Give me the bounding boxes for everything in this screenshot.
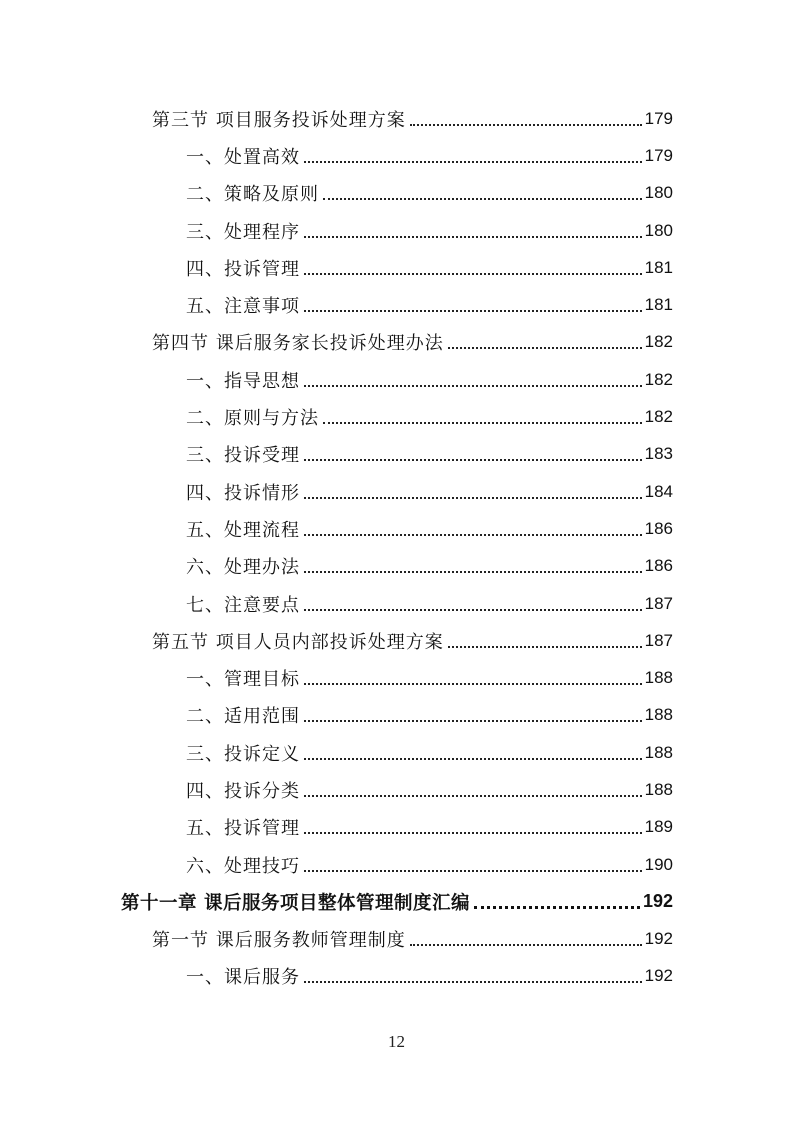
- toc-entry-title: 第十一章 课后服务项目整体管理制度汇编: [121, 892, 470, 914]
- toc-entry-title: 六、处理办法: [186, 557, 300, 579]
- toc-entry-title: 五、投诉管理: [186, 818, 300, 840]
- toc-entry-item[interactable]: [0, 175, 793, 212]
- toc-entry-page: 183: [644, 444, 673, 464]
- toc-entry-page: 192: [644, 966, 673, 986]
- toc-entry-title: 四、投诉情形: [186, 482, 300, 504]
- toc-entry-item[interactable]: [0, 734, 793, 771]
- toc-entry-page: 180: [644, 183, 673, 203]
- toc-entry-title: 四、投诉管理: [186, 258, 300, 280]
- toc-entry-title: 第四节 课后服务家长投诉处理办法: [152, 333, 444, 355]
- toc-dot-leader: [304, 817, 642, 837]
- toc-entry-title: 三、处理程序: [186, 221, 300, 243]
- toc-entry-item[interactable]: [0, 286, 793, 323]
- toc-dot-leader: [304, 519, 642, 539]
- toc-entry-title: 第五节 项目人员内部投诉处理方案: [152, 631, 444, 653]
- toc-entry-title: 一、课后服务: [186, 967, 300, 989]
- toc-entry-item[interactable]: [0, 846, 793, 883]
- toc-entry-item[interactable]: [0, 958, 793, 995]
- toc-entry-item[interactable]: [0, 697, 793, 734]
- toc-entry-item[interactable]: [0, 436, 793, 473]
- toc-entry-page: 181: [644, 295, 673, 315]
- toc-entry-item[interactable]: [0, 361, 793, 398]
- toc-entry-page: 188: [644, 779, 673, 799]
- toc-entry-page: 182: [644, 369, 673, 389]
- toc-entry-page: 190: [644, 854, 673, 874]
- table-of-contents: [0, 100, 793, 995]
- toc-entry-item[interactable]: [0, 809, 793, 846]
- toc-entry-item[interactable]: [0, 137, 793, 174]
- toc-entry-item[interactable]: [0, 585, 793, 622]
- toc-entry-section[interactable]: [0, 921, 793, 958]
- toc-entry-item[interactable]: [0, 249, 793, 286]
- toc-entry-page: 179: [644, 108, 673, 128]
- toc-entry-title: 一、指导思想: [186, 370, 300, 392]
- toc-entry-title: 六、处理技巧: [186, 855, 300, 877]
- toc-entry-title: 四、投诉分类: [186, 780, 300, 802]
- toc-entry-page: 187: [644, 593, 673, 613]
- toc-entry-page: 192: [644, 929, 673, 949]
- toc-entry-page: 184: [644, 481, 673, 501]
- toc-dot-leader: [304, 221, 642, 241]
- toc-entry-page: 181: [644, 257, 673, 277]
- toc-entry-title: 七、注意要点: [186, 594, 300, 616]
- toc-entry-title: 三、投诉受理: [186, 445, 300, 467]
- toc-dot-leader: [304, 146, 642, 166]
- toc-entry-page: 179: [644, 145, 673, 165]
- toc-entry-title: 一、管理目标: [186, 669, 300, 691]
- toc-entry-title: 五、注意事项: [186, 296, 300, 318]
- toc-entry-page: 180: [644, 220, 673, 240]
- toc-entry-title: 一、处置高效: [186, 146, 300, 168]
- toc-entry-title: 二、策略及原则: [186, 184, 319, 206]
- toc-dot-leader: [304, 258, 642, 278]
- toc-dot-leader: [304, 780, 642, 800]
- toc-dot-leader: [304, 370, 642, 390]
- toc-entry-page: 182: [644, 407, 673, 427]
- toc-dot-leader: [304, 668, 642, 688]
- toc-entry-item[interactable]: [0, 548, 793, 585]
- toc-dot-leader: [304, 855, 642, 875]
- toc-entry-page: 186: [644, 556, 673, 576]
- toc-dot-leader: [304, 556, 642, 576]
- toc-entry-item[interactable]: [0, 212, 793, 249]
- toc-entry-title: 三、投诉定义: [186, 743, 300, 765]
- toc-entry-item[interactable]: [0, 510, 793, 547]
- toc-entry-page: 188: [644, 705, 673, 725]
- toc-entry-item[interactable]: [0, 473, 793, 510]
- toc-dot-leader: [304, 482, 642, 502]
- toc-dot-leader: [410, 929, 642, 949]
- toc-dot-leader: [410, 109, 642, 129]
- toc-entry-title: 第一节 课后服务教师管理制度: [152, 930, 406, 952]
- toc-entry-page: 188: [644, 668, 673, 688]
- toc-entry-section[interactable]: [0, 622, 793, 659]
- page-number: 12: [388, 1032, 405, 1051]
- toc-entry-item[interactable]: [0, 771, 793, 808]
- toc-dot-leader: [304, 743, 642, 763]
- toc-entry-title: 第三节 项目服务投诉处理方案: [152, 109, 406, 131]
- toc-dot-leader: [474, 892, 640, 912]
- toc-entry-page: 189: [644, 817, 673, 837]
- toc-entry-page: 188: [644, 742, 673, 762]
- toc-dot-leader: [304, 295, 642, 315]
- toc-entry-section[interactable]: [0, 324, 793, 361]
- toc-entry-page: 182: [644, 332, 673, 352]
- toc-entry-item[interactable]: [0, 659, 793, 696]
- toc-dot-leader: [323, 407, 642, 427]
- toc-entry-page: 187: [644, 630, 673, 650]
- toc-entry-title: 二、适用范围: [186, 706, 300, 728]
- toc-dot-leader: [323, 183, 642, 203]
- toc-entry-page: 192: [642, 891, 673, 912]
- toc-dot-leader: [448, 332, 642, 352]
- toc-entry-title: 五、处理流程: [186, 519, 300, 541]
- toc-entry-chapter[interactable]: [0, 883, 793, 920]
- toc-entry-title: 二、原则与方法: [186, 408, 319, 430]
- toc-entry-page: 186: [644, 518, 673, 538]
- toc-dot-leader: [304, 966, 642, 986]
- toc-dot-leader: [448, 631, 642, 651]
- toc-dot-leader: [304, 444, 642, 464]
- toc-entry-section[interactable]: [0, 100, 793, 137]
- toc-dot-leader: [304, 705, 642, 725]
- toc-entry-item[interactable]: [0, 398, 793, 435]
- toc-dot-leader: [304, 594, 642, 614]
